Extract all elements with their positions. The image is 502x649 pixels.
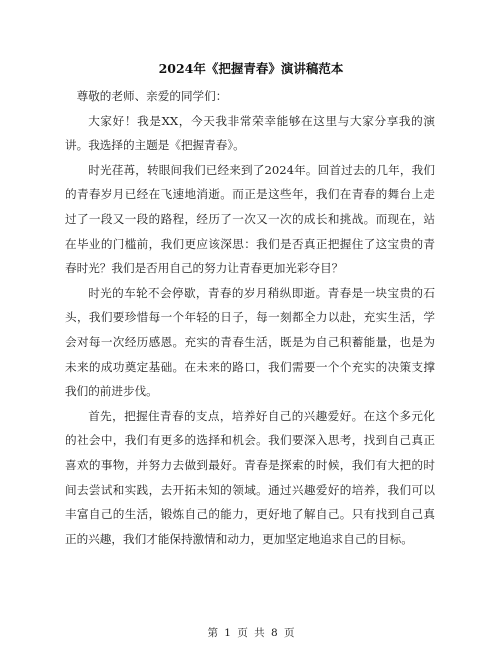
document-title: 2024年《把握青春》演讲稿范本 (158, 61, 344, 76)
greeting-line: 尊敬的老师、亲爱的同学们： (76, 89, 228, 103)
paragraph: 时光的车轮不会停歇，青春的岁月稍纵即逝。青春是一块宝贵的石头，我们要珍惜每一个年轻的日子，每一刻都全力以赴，充实生活，学会对每一次经历感恩。充实的青春生活，既是为自己积蓄能量，也是为未来的成功奠定基础。在未来的路口，我们需要一个个充实的决策支撑我们的前进步伐。 (65, 285, 435, 399)
paragraph: 时光荏苒，转眼间我们已经来到了2024年。回首过去的几年，我们的青春岁月已经在飞速地消逝。而正是这些年，我们在青春的舞台上走过了一段又一段的路程，经历了一次又一次的成长和挑战。而现在，站在毕业的门槛前，我们更应该深思：我们是否真正把握住了这宝贵的青春时光？我们是否用自己的努力让青春更加光彩夺目？ (65, 162, 435, 276)
paragraph: 大家好！我是XX，今天我非常荣幸能够在这里与大家分享我的演讲。我选择的主题是《把握青春》。 (65, 113, 435, 153)
page-number-footer: 第 1 页 共 8 页 (207, 627, 295, 639)
paragraph: 首先，把握住青春的支点，培养好自己的兴趣爱好。在这个多元化的社会中，我们有更多的选择和机会。我们要深入思考，找到自己真正喜欢的事物，并努力去做到最好。青春是探索的时候，我们有大把的时间去尝试和实践，去开拓未知的领域。通过兴趣爱好的培养，我们可以丰富自己的生活，锻炼自己的能力，更好地了解自己。只有找到自己真正的兴趣，我们才能保持激情和动力，更加坚定地追求自己的目标。 (65, 408, 435, 546)
document-body (65, 84, 435, 551)
